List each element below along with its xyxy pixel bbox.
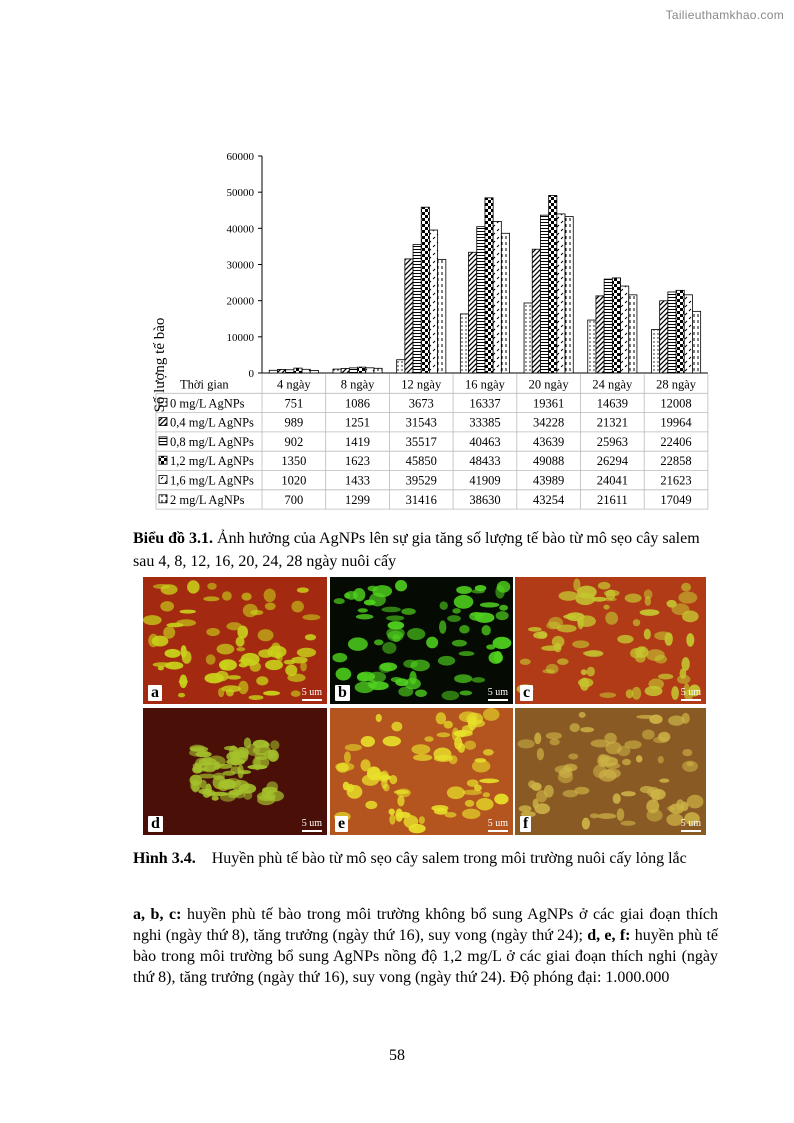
data-label: 31543 — [405, 415, 437, 430]
data-label: 21623 — [660, 473, 692, 488]
bar — [277, 369, 285, 373]
bar — [366, 368, 374, 373]
description-bold-abc: a, b, c: — [133, 906, 182, 923]
description-text-abc: huyền phù tế bào trong môi trường không bổ sung AgNPs ở các giai đoạn thích nghi (ngày thứ 8), tăng trưởng (ngày thứ 16), suy vong (ngày thứ 24); — [133, 906, 719, 944]
data-label: 33385 — [469, 415, 501, 430]
bar — [493, 221, 501, 373]
data-label: 43254 — [533, 492, 565, 507]
micrograph-grid — [143, 577, 706, 835]
bar — [485, 198, 493, 373]
scale-bar: 5 um — [488, 687, 508, 701]
micrograph-e — [330, 708, 513, 835]
chart-caption — [133, 527, 718, 573]
data-label: 902 — [284, 434, 304, 449]
scale-bar: 5 um — [681, 818, 701, 832]
chart-caption-label: Biểu đồ 3.1. — [133, 530, 214, 547]
data-label: 12008 — [660, 396, 692, 411]
bar — [524, 303, 532, 373]
scale-bar: 5 um — [302, 687, 322, 701]
y-tick-label: 50000 — [226, 187, 254, 200]
bar — [532, 249, 540, 373]
data-label: 34228 — [533, 415, 565, 430]
data-label: 16337 — [469, 396, 501, 411]
bar — [549, 195, 557, 373]
data-label: 1086 — [345, 396, 371, 411]
legend-swatch — [159, 437, 167, 445]
data-label: 3673 — [408, 396, 434, 411]
data-label: 989 — [284, 415, 304, 430]
micrograph-label: b — [335, 685, 350, 701]
data-label: 24041 — [596, 473, 628, 488]
bar — [302, 369, 310, 373]
bar — [588, 320, 596, 373]
micrograph-c — [515, 577, 706, 704]
data-label: 1623 — [345, 454, 371, 469]
bar — [469, 252, 477, 373]
bar — [540, 215, 548, 373]
y-tick-label: 40000 — [226, 223, 254, 236]
data-label: 49088 — [533, 454, 565, 469]
bar — [333, 369, 341, 373]
legend-entry: 0,4 mg/L AgNPs — [170, 415, 254, 430]
micrograph-label: a — [148, 685, 162, 701]
page-number: 58 — [389, 1047, 405, 1064]
data-label: 22406 — [660, 434, 692, 449]
data-label: 48433 — [469, 454, 501, 469]
bar — [557, 214, 565, 373]
bar-chart — [140, 140, 710, 515]
bar — [438, 259, 446, 373]
bar — [460, 314, 468, 373]
data-label: 38630 — [469, 492, 501, 507]
data-label: 43639 — [533, 434, 565, 449]
legend-entry: 1,6 mg/L AgNPs — [170, 473, 254, 488]
data-label: 22858 — [660, 454, 692, 469]
description-bold-def: d, e, f: — [587, 927, 631, 944]
bar — [501, 233, 509, 373]
x-tick-label: 8 ngày — [340, 377, 375, 392]
bar — [684, 295, 692, 373]
x-tick-label: 16 ngày — [464, 377, 505, 392]
bar — [604, 279, 612, 373]
watermark: Tailieuthamkhao.com — [665, 8, 784, 22]
data-label: 14639 — [596, 396, 628, 411]
bar — [341, 368, 349, 373]
micrograph-label: e — [335, 816, 348, 832]
data-label: 26294 — [596, 454, 628, 469]
bar — [676, 290, 684, 373]
legend-swatch — [159, 476, 167, 484]
bar — [477, 227, 485, 373]
bar — [294, 368, 302, 373]
x-tick-label: 12 ngày — [401, 377, 442, 392]
bar — [668, 292, 676, 373]
x-tick-label: 24 ngày — [592, 377, 633, 392]
table-header-label: Thời gian — [180, 377, 229, 392]
bar — [413, 245, 421, 373]
bar — [660, 301, 668, 373]
scale-bar: 5 um — [681, 687, 701, 701]
data-label: 21611 — [596, 492, 628, 507]
data-label: 25963 — [596, 434, 628, 449]
data-label: 21321 — [596, 415, 628, 430]
data-label: 40463 — [469, 434, 501, 449]
micrograph-b — [330, 577, 513, 704]
bar — [269, 370, 277, 373]
figure-caption-label: Hình 3.4. — [133, 850, 196, 867]
legend-swatch — [159, 495, 167, 503]
micrograph-cells — [330, 708, 513, 835]
y-tick-label: 20000 — [226, 295, 254, 308]
data-label: 1419 — [345, 434, 371, 449]
data-label: 43989 — [533, 473, 565, 488]
micrograph-f — [515, 708, 706, 835]
bar — [651, 330, 659, 373]
figure-description — [133, 904, 718, 988]
bar — [374, 368, 382, 373]
micrograph-cells — [515, 577, 706, 704]
bar — [692, 311, 700, 373]
data-label: 45850 — [405, 454, 437, 469]
x-tick-label: 20 ngày — [528, 377, 569, 392]
data-label: 751 — [284, 396, 304, 411]
chart-caption-text: Ảnh hưởng của AgNPs lên sự gia tăng số lượng tế bào từ mô sẹo cây salem sau 4, 8, 12, 16, 20, 24, 28 ngày nuôi cấy — [133, 530, 700, 570]
data-label: 1020 — [281, 473, 307, 488]
data-label: 41909 — [469, 473, 501, 488]
legend-entry: 2 mg/L AgNPs — [170, 492, 245, 507]
y-tick-label: 60000 — [226, 151, 254, 163]
micrograph-cells — [143, 577, 327, 704]
figure-caption — [133, 846, 718, 872]
data-label: 17049 — [660, 492, 692, 507]
bar — [565, 217, 573, 373]
bar — [421, 207, 429, 373]
data-label: 1350 — [281, 454, 307, 469]
bar — [621, 286, 629, 373]
micrograph-cells — [143, 708, 327, 835]
figure-caption-text: Huyền phù tế bào từ mô sẹo cây salem trong môi trường nuôi cấy lỏng lắc — [211, 850, 687, 867]
micrograph-label: c — [520, 685, 533, 701]
bar — [596, 296, 604, 373]
legend-entry: 0,8 mg/L AgNPs — [170, 434, 254, 449]
data-label: 1251 — [345, 415, 371, 430]
bar — [358, 367, 366, 373]
micrograph-a — [143, 577, 327, 704]
data-label: 19964 — [660, 415, 692, 430]
legend-entry: 0 mg/L AgNPs — [170, 396, 245, 411]
legend-entry: 1,2 mg/L AgNPs — [170, 454, 254, 469]
bar — [397, 360, 405, 373]
y-axis-label: Số lượng tế bào — [152, 317, 168, 413]
data-label: 700 — [284, 492, 304, 507]
bar — [310, 370, 318, 373]
bar — [349, 368, 357, 373]
micrograph-label: f — [520, 816, 531, 832]
micrograph-label: d — [148, 816, 163, 832]
data-label: 35517 — [405, 434, 437, 449]
data-label: 31416 — [405, 492, 437, 507]
micrograph-cells — [330, 577, 513, 704]
x-tick-label: 28 ngày — [656, 377, 697, 392]
legend-swatch — [159, 456, 167, 464]
y-tick-label: 10000 — [226, 331, 254, 344]
y-tick-label: 30000 — [226, 259, 254, 272]
bar — [629, 295, 637, 373]
scale-bar: 5 um — [488, 818, 508, 832]
micrograph-d — [143, 708, 327, 835]
micrograph-cells — [515, 708, 706, 835]
bar — [612, 278, 620, 373]
data-label: 39529 — [405, 473, 437, 488]
data-label: 1433 — [345, 473, 371, 488]
bar — [405, 259, 413, 373]
x-tick-label: 4 ngày — [277, 377, 311, 392]
data-label: 1299 — [345, 492, 371, 507]
bar — [286, 370, 294, 373]
bar — [429, 230, 437, 373]
legend-swatch — [159, 418, 167, 426]
scale-bar: 5 um — [302, 818, 322, 832]
data-label: 19361 — [533, 396, 565, 411]
description-text-def: huyền phù tế bào trong môi trường bổ sung AgNPs nồng độ 1,2 mg/L ở các giai đoạn thích nghi (ngày thứ 8), tăng trưởng (ngày thứ 16), suy vong (ngày thứ 24). Độ phóng đại: 1.000.000 — [133, 927, 718, 986]
y-tick-label: 0 — [248, 368, 254, 380]
